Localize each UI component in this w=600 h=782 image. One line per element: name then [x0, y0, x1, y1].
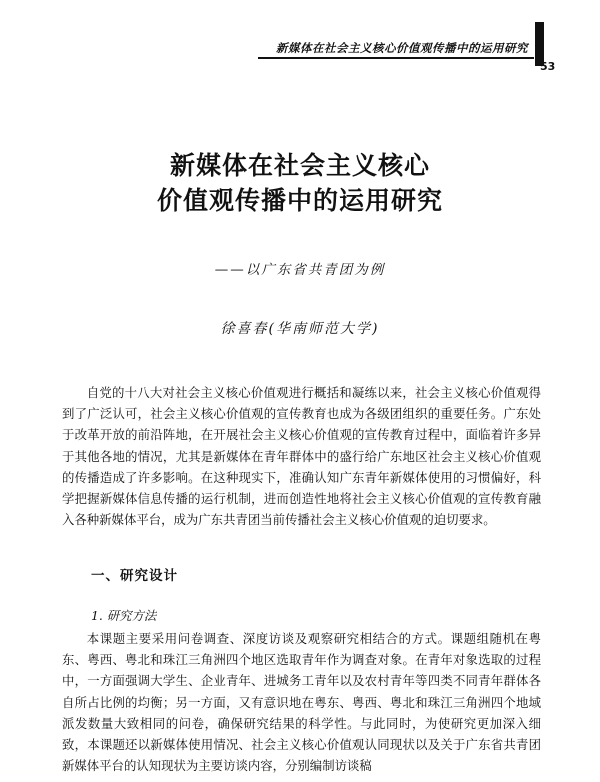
abstract-paragraph: 自党的十八大对社会主义核心价值观进行概括和凝练以来，社会主义核心价值观得到了广泛认可，社会主义核心价值观的宣传教育也成为各级团组织的重要任务。广东处于改革开放的前沿阵地，在开展社会主义核心价值观的宣传教育过程中，面临着许多异于其他各地的情况，尤其是新媒体在青年群体中的盛行给广东地区社会主义核心价值观的传播造成了许多影响。在这种现实下，准确认知广东青年新媒体使用的习惯偏好，科学把握新媒体信息传播的运行机制，进而创造性地将社会主义核心价值观的宣传教育融入各种新媒体平台，成为广东共青团当前传播社会主义核心价值观的迫切要求。 — [62, 385, 541, 528]
body-text — [62, 628, 541, 776]
header-rule — [258, 57, 534, 59]
article-title-line-1: 新媒体在社会主义核心 — [169, 151, 430, 180]
article-subtitle: ——以广东省共青团为例 — [214, 262, 386, 278]
article-title — [0, 148, 600, 218]
author-affiliation: 徐喜春(华南师范大学) — [220, 321, 380, 337]
body-paragraph: 本课题主要采用问卷调查、深度访谈及观察研究相结合的方式。课题组随机在粤东、粤西、粤北和珠江三角洲四个地区选取青年作为调查对象。在青年对象选取的过程中，一方面强调大学生、企业青年、进城务工青年以及农村青年等四类不同青年群体各自所占比例的均衡；另一方面，又有意识地在粤东、粤西、粤北和珠江三角洲四个地域派发数量大致相同的问卷，确保研究结果的科学性。与此同时，为使研究更加深入细致，本课题还以新媒体使用情况、社会主义核心价值观认同现状以及关于广东省共青团新媒体平台的认知现状为主要访谈内容，分别编制访谈稿 — [62, 631, 541, 774]
section-heading-research-design: 一、研究设计 — [91, 568, 178, 584]
running-head-title: 新媒体在社会主义核心价值观传播中的运用研究 — [276, 41, 528, 55]
page-number: 53 — [540, 60, 556, 73]
abstract — [62, 382, 541, 530]
article-title-line-2: 价值观传播中的运用研究 — [156, 186, 443, 215]
subsection-heading-research-method: 1. 研究方法 — [91, 608, 157, 623]
